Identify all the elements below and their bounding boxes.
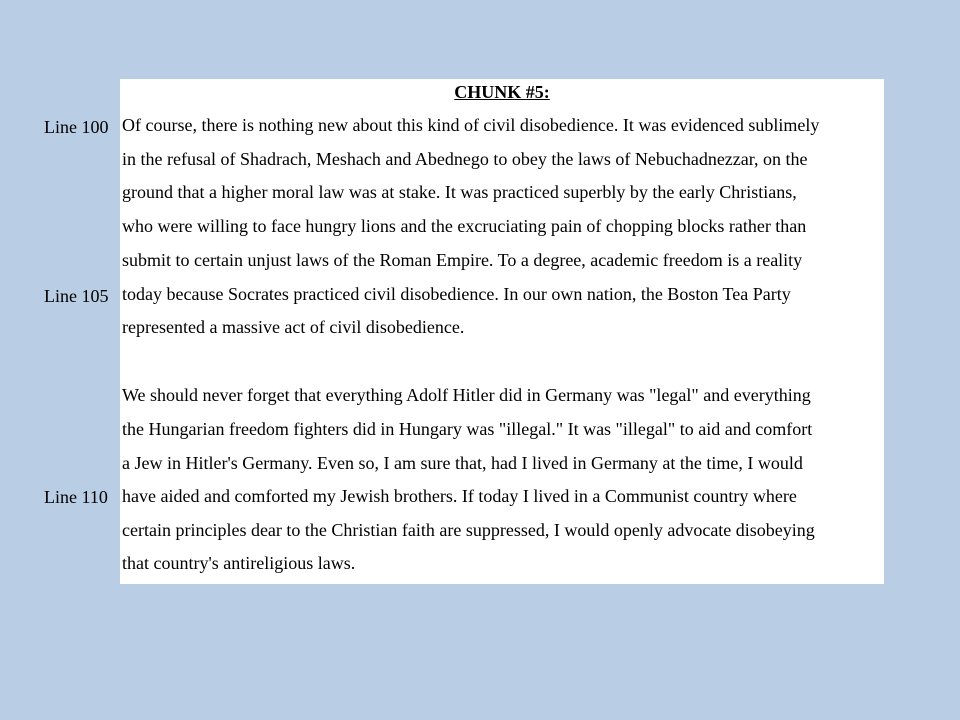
chunk-heading: CHUNK #5: — [454, 82, 550, 102]
text-line: in the refusal of Shadrach, Meshach and Abednego to obey the laws of Nebuchadnezzar, on the — [122, 149, 808, 169]
text-line: submit to certain unjust laws of the Roman Empire. To a degree, academic freedom is a reality — [122, 250, 803, 270]
text-line: today because Socrates practiced civil disobedience. In our own nation, the Boston Tea Party — [122, 284, 791, 304]
text-line: a Jew in Hitler's Germany. Even so, I am sure that, had I lived in Germany at the time, I would — [122, 453, 803, 473]
line-number-110: Line 110 — [44, 487, 108, 507]
text-line: who were willing to face hungry lions and the excruciating pain of chopping blocks rather than — [122, 216, 807, 236]
text-line: have aided and comforted my Jewish brothers. If today I lived in a Communist country where — [122, 486, 797, 506]
text-line: certain principles dear to the Christian faith are suppressed, I would openly advocate disobeying — [122, 520, 815, 540]
text-line: We should never forget that everything Adolf Hitler did in Germany was "legal" and everything — [122, 385, 811, 405]
text-line: the Hungarian freedom fighters did in Hungary was "illegal." It was "illegal" to aid and comfort — [122, 419, 813, 439]
line-number-105: Line 105 — [44, 286, 109, 306]
text-line: represented a massive act of civil disobedience. — [122, 317, 465, 337]
text-line: Of course, there is nothing new about this kind of civil disobedience. It was evidenced sublimely — [122, 115, 820, 135]
line-number-100: Line 100 — [44, 117, 109, 137]
text-line: that country's antireligious laws. — [122, 553, 356, 573]
text-line: ground that a higher moral law was at stake. It was practiced superbly by the early Christians, — [122, 182, 797, 202]
